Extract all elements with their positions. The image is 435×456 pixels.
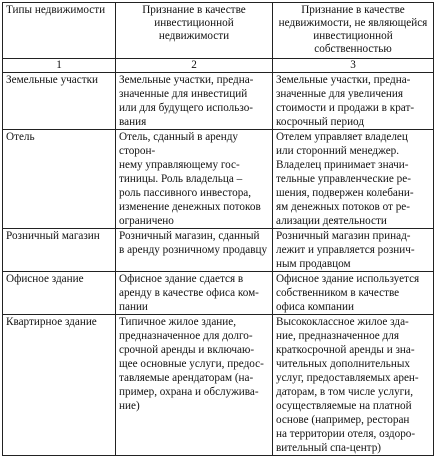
property-type-text: Квартирное здание xyxy=(6,316,97,328)
investment-cell xyxy=(116,229,273,272)
property-type-cell xyxy=(3,73,116,130)
non-investment-cell xyxy=(273,130,434,229)
header-property-type: Типы недвижимости xyxy=(3,3,116,59)
table-row xyxy=(3,229,434,272)
investment-cell xyxy=(116,315,273,456)
column-number: 3 xyxy=(273,59,434,73)
non-investment-text: Розничный магазин принад- лежит и управляется рознич- ным продавцом xyxy=(276,230,415,270)
column-number-row xyxy=(3,59,434,73)
header-row xyxy=(3,3,434,59)
non-investment-cell xyxy=(273,229,434,272)
table-row xyxy=(3,73,434,130)
investment-text: Типичное жилое здание, предназначенное для долго- срочной аренды и включаю- щее основные услуги, предос- тавляемые арендаторам (на- пример, охрана и обслужива- ние) xyxy=(119,316,264,412)
non-investment-cell xyxy=(273,272,434,315)
property-type-text: Офисное здание xyxy=(6,273,84,285)
property-type-cell xyxy=(3,229,116,272)
investment-text: Отель, сданный в аренду сторон- нему управляющему гос- тиницы. Роль владельца – роль пассивного инвестора, изменение денежных потоков ограничено xyxy=(119,131,261,227)
table-row xyxy=(3,272,434,315)
investment-text: Земельные участки, предна- значенные для инвестиций или для будущего использо- вания xyxy=(119,74,254,128)
property-classification-table xyxy=(2,2,434,456)
column-number: 2 xyxy=(116,59,273,73)
investment-cell xyxy=(116,130,273,229)
property-type-cell xyxy=(3,130,116,229)
property-type-text: Розничный магазин xyxy=(6,230,100,242)
property-type-cell xyxy=(3,315,116,456)
property-type-cell xyxy=(3,272,116,315)
non-investment-cell xyxy=(273,73,434,130)
property-type-text: Земельные участки xyxy=(6,74,99,86)
column-number: 1 xyxy=(3,59,116,73)
table-row xyxy=(3,315,434,456)
investment-cell xyxy=(116,73,273,130)
investment-text: Офисное здание сдается в аренду в качестве офиса ком- пании xyxy=(119,273,259,313)
table-row xyxy=(3,130,434,229)
investment-cell xyxy=(116,272,273,315)
non-investment-text: Офисное здание используется собственником в качестве офиса компании xyxy=(276,273,420,313)
non-investment-text: Отелем управляет владелец или сторонний менеджер. Владелец принимает значи- тельные управленческие ре- шения, подвержен колебани- ям денежных потоков от ре- ализации деятельности xyxy=(276,131,414,227)
non-investment-cell xyxy=(273,315,434,456)
property-type-text: Отель xyxy=(6,131,35,143)
header-non-investment: Признание в качестве недвижимости, не являющейся инвестиционной собственностью xyxy=(273,3,434,59)
investment-text: Розничный магазин, сданный в аренду розничному продавцу xyxy=(119,230,268,256)
non-investment-text: Высококлассное жилое зда- ние, предназначенное для краткосрочной аренды и зна- чительных дополнительных услуг, предоставляемых арен- даторам, в том числе услуги, осуществляемые на платной основе (например, ресторан на территории отеля, оздоро- вительный спа-центр) xyxy=(276,316,419,454)
non-investment-text: Земельные участки, предна- значенные для увеличения стоимости и продажи в крат- косрочный период xyxy=(276,74,415,128)
header-investment: Признание в качестве инвестиционной недвижимости xyxy=(116,3,273,59)
